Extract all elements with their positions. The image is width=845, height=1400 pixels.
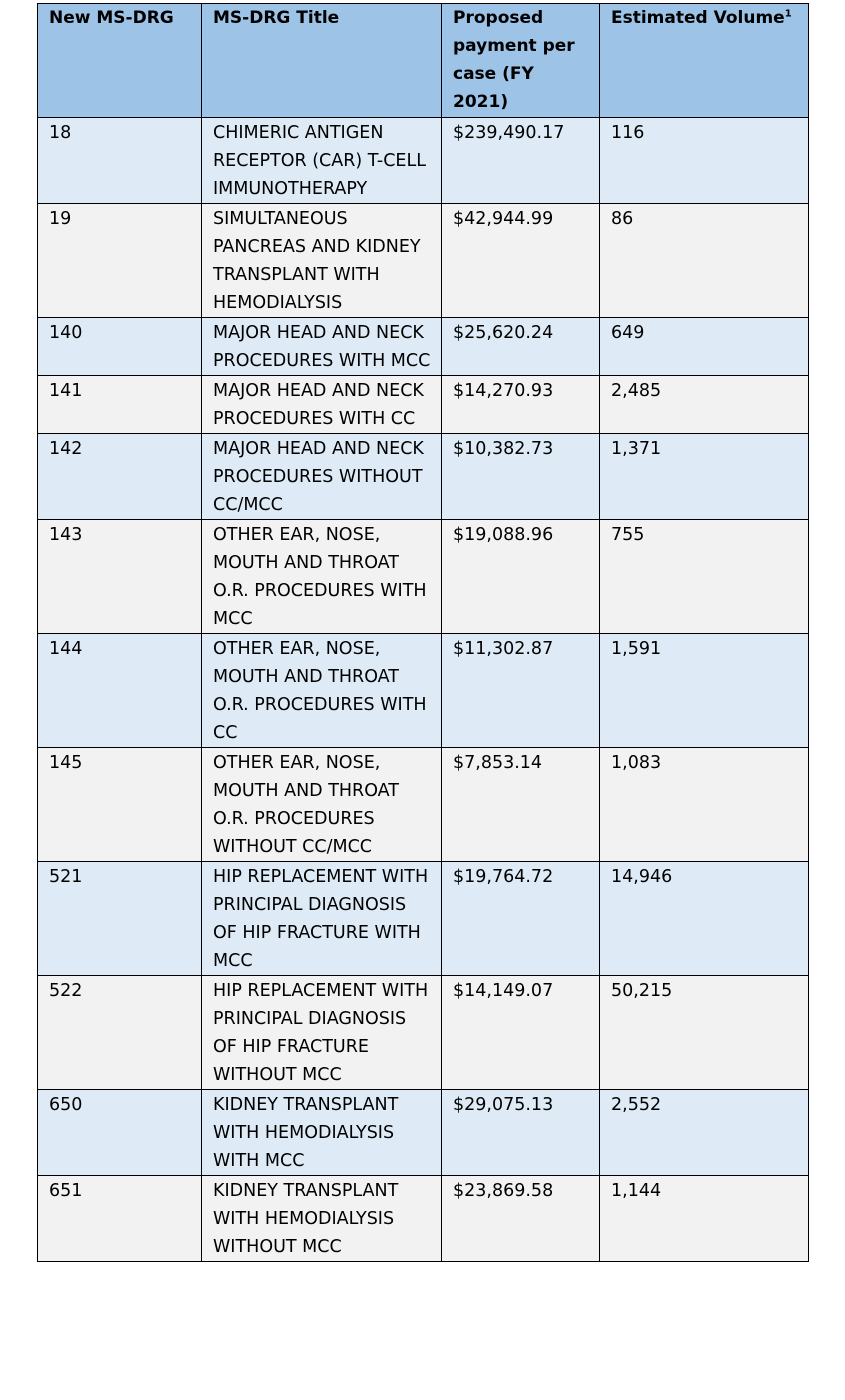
cell-payment: $19,764.72 [442,862,600,976]
cell-title: HIP REPLACEMENT WITH PRINCIPAL DIAGNOSIS OF HIP FRACTURE WITHOUT MCC [202,976,442,1090]
ms-drg-table [37,3,809,1262]
cell-payment: $7,853.14 [442,748,600,862]
cell-drg: 650 [38,1090,202,1176]
cell-payment: $23,869.58 [442,1176,600,1262]
cell-drg: 143 [38,520,202,634]
cell-drg: 651 [38,1176,202,1262]
footnote-marker: 1 [784,8,792,20]
cell-title: OTHER EAR, NOSE, MOUTH AND THROAT O.R. PROCEDURES WITH CC [202,634,442,748]
cell-payment: $239,490.17 [442,118,600,204]
cell-volume: 1,083 [600,748,809,862]
cell-drg: 18 [38,118,202,204]
table-row [38,118,809,204]
cell-volume: 14,946 [600,862,809,976]
cell-title: MAJOR HEAD AND NECK PROCEDURES WITH CC [202,376,442,434]
cell-volume: 1,144 [600,1176,809,1262]
cell-drg: 141 [38,376,202,434]
header-new-ms-drg: New MS-DRG [38,4,202,118]
cell-drg: 521 [38,862,202,976]
cell-payment: $14,270.93 [442,376,600,434]
table-row [38,634,809,748]
cell-payment: $25,620.24 [442,318,600,376]
table-row [38,204,809,318]
cell-drg: 145 [38,748,202,862]
header-proposed-payment: Proposed payment per case (FY 2021) [442,4,600,118]
cell-title: OTHER EAR, NOSE, MOUTH AND THROAT O.R. PROCEDURES WITH MCC [202,520,442,634]
cell-payment: $11,302.87 [442,634,600,748]
cell-volume: 1,591 [600,634,809,748]
cell-volume: 649 [600,318,809,376]
table-row [38,862,809,976]
cell-payment: $29,075.13 [442,1090,600,1176]
cell-title: SIMULTANEOUS PANCREAS AND KIDNEY TRANSPLANT WITH HEMODIALYSIS [202,204,442,318]
table-row [38,434,809,520]
cell-volume: 50,215 [600,976,809,1090]
cell-title: OTHER EAR, NOSE, MOUTH AND THROAT O.R. PROCEDURES WITHOUT CC/MCC [202,748,442,862]
table-row [38,1176,809,1262]
table-row [38,520,809,634]
cell-payment: $42,944.99 [442,204,600,318]
cell-title: MAJOR HEAD AND NECK PROCEDURES WITH MCC [202,318,442,376]
cell-title: KIDNEY TRANSPLANT WITH HEMODIALYSIS WITHOUT MCC [202,1176,442,1262]
cell-volume: 2,485 [600,376,809,434]
cell-drg: 522 [38,976,202,1090]
cell-drg: 19 [38,204,202,318]
cell-payment: $14,149.07 [442,976,600,1090]
cell-volume: 2,552 [600,1090,809,1176]
cell-drg: 140 [38,318,202,376]
cell-volume: 1,371 [600,434,809,520]
cell-payment: $10,382.73 [442,434,600,520]
table-row [38,976,809,1090]
table-row [38,376,809,434]
cell-drg: 142 [38,434,202,520]
cell-volume: 755 [600,520,809,634]
table-header-row [38,4,809,118]
cell-payment: $19,088.96 [442,520,600,634]
cell-title: KIDNEY TRANSPLANT WITH HEMODIALYSIS WITH MCC [202,1090,442,1176]
header-estimated-volume-label: Estimated Volume [611,8,785,28]
header-estimated-volume [600,4,809,118]
table-row [38,1090,809,1176]
cell-title: CHIMERIC ANTIGEN RECEPTOR (CAR) T-CELL IMMUNOTHERAPY [202,118,442,204]
cell-title: MAJOR HEAD AND NECK PROCEDURES WITHOUT CC/MCC [202,434,442,520]
cell-title: HIP REPLACEMENT WITH PRINCIPAL DIAGNOSIS OF HIP FRACTURE WITH MCC [202,862,442,976]
cell-drg: 144 [38,634,202,748]
table-row [38,748,809,862]
header-ms-drg-title: MS-DRG Title [202,4,442,118]
cell-volume: 86 [600,204,809,318]
cell-volume: 116 [600,118,809,204]
table-row [38,318,809,376]
